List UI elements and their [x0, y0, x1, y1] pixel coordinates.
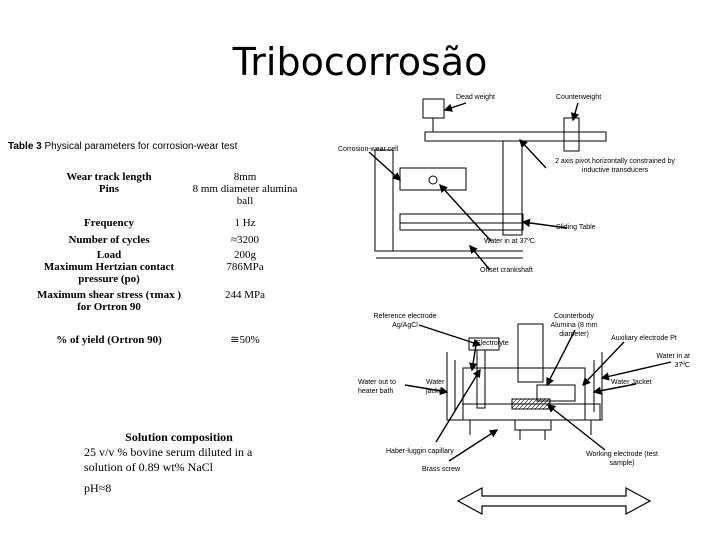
label-offset-crankshaft: Offset crankshaft [480, 267, 533, 274]
label-counterbody: Counterbody Alumina (8 mm diameter) [550, 313, 598, 338]
solution-heading: Solution composition [125, 430, 233, 444]
label-auxiliary-electrode: Auxiliary electrode Pt [611, 335, 677, 342]
param-name: Number of cycles [68, 234, 150, 246]
param-name: Frequency [84, 217, 134, 229]
label-electrolyte: Electrolyte [476, 340, 509, 347]
label-water-jacket-small: Water jacket [426, 379, 445, 395]
counterbody-holder [518, 324, 543, 382]
label-water-jacket: Water Jacket [611, 379, 652, 386]
label-sliding-table: Sliding Table [556, 224, 596, 231]
slide-title: Tribocorrosão [232, 40, 488, 84]
table-caption-text: Physical parameters for corrosion-wear test [41, 141, 238, 152]
solution-ph: pH≈8 [84, 481, 112, 495]
label-water-in-right: Water in at 37ºC [656, 353, 690, 369]
param-value: 200g [234, 249, 256, 261]
param-name: Maximum shear stress (τmax ) for Ortron 90 [37, 289, 181, 313]
dead-weight-block [423, 99, 444, 118]
sliding-table [400, 214, 523, 223]
param-value: 1 Hz [234, 217, 256, 229]
param-value: 8 mm diameter alumina ball [192, 183, 298, 207]
param-name: Load [96, 249, 122, 261]
param-name: Wear track length [66, 171, 152, 183]
pivot-point [429, 176, 437, 184]
param-name: Maximum Hertzian contact pressure (po) [43, 261, 175, 285]
param-value: ≅50% [230, 334, 260, 346]
param-value: ≈3200 [230, 234, 260, 246]
table-caption-number: Table 3 [8, 141, 42, 152]
counterweight-block [564, 118, 579, 151]
label-reference-electrode: Reference electrode Ag/AgCl [373, 313, 437, 329]
label-haber-luggin: Haber-luggin capillary [386, 448, 454, 455]
sample-holder [515, 420, 551, 430]
label-brass-screw: Brass screw [422, 466, 461, 473]
param-value: 244 MPa [224, 289, 266, 301]
label-counterweight: Counterweight [556, 94, 602, 101]
label-corrosion-wear-cell: Corrosion-wear cell [338, 146, 399, 153]
param-name: % of yield (Ortron 90) [56, 334, 162, 346]
label-dead-weight: Dead weight [456, 94, 495, 101]
label-water-out: Water out to heater bath [358, 379, 396, 395]
corrosion-wear-cell-body [400, 168, 466, 190]
pivot-post [503, 141, 522, 235]
table-base [400, 223, 523, 230]
solution-text: 25 v/v % bovine serum diluted in a solution of 0.89 wt% NaCl [84, 445, 253, 474]
label-working-electrode: Working electrode (test sample) [586, 451, 658, 467]
label-pivot: 2 axis pivot horizontally constrained by inductive transducers [555, 158, 675, 174]
param-name: Pins [98, 183, 120, 195]
reference-electrode-tube [477, 350, 485, 408]
param-value: 8mm [233, 171, 257, 183]
sliding-direction-arrow [458, 488, 650, 514]
label-water-in-top: Water in at 37ºC [484, 238, 535, 245]
param-value: 786MPa [226, 261, 264, 273]
